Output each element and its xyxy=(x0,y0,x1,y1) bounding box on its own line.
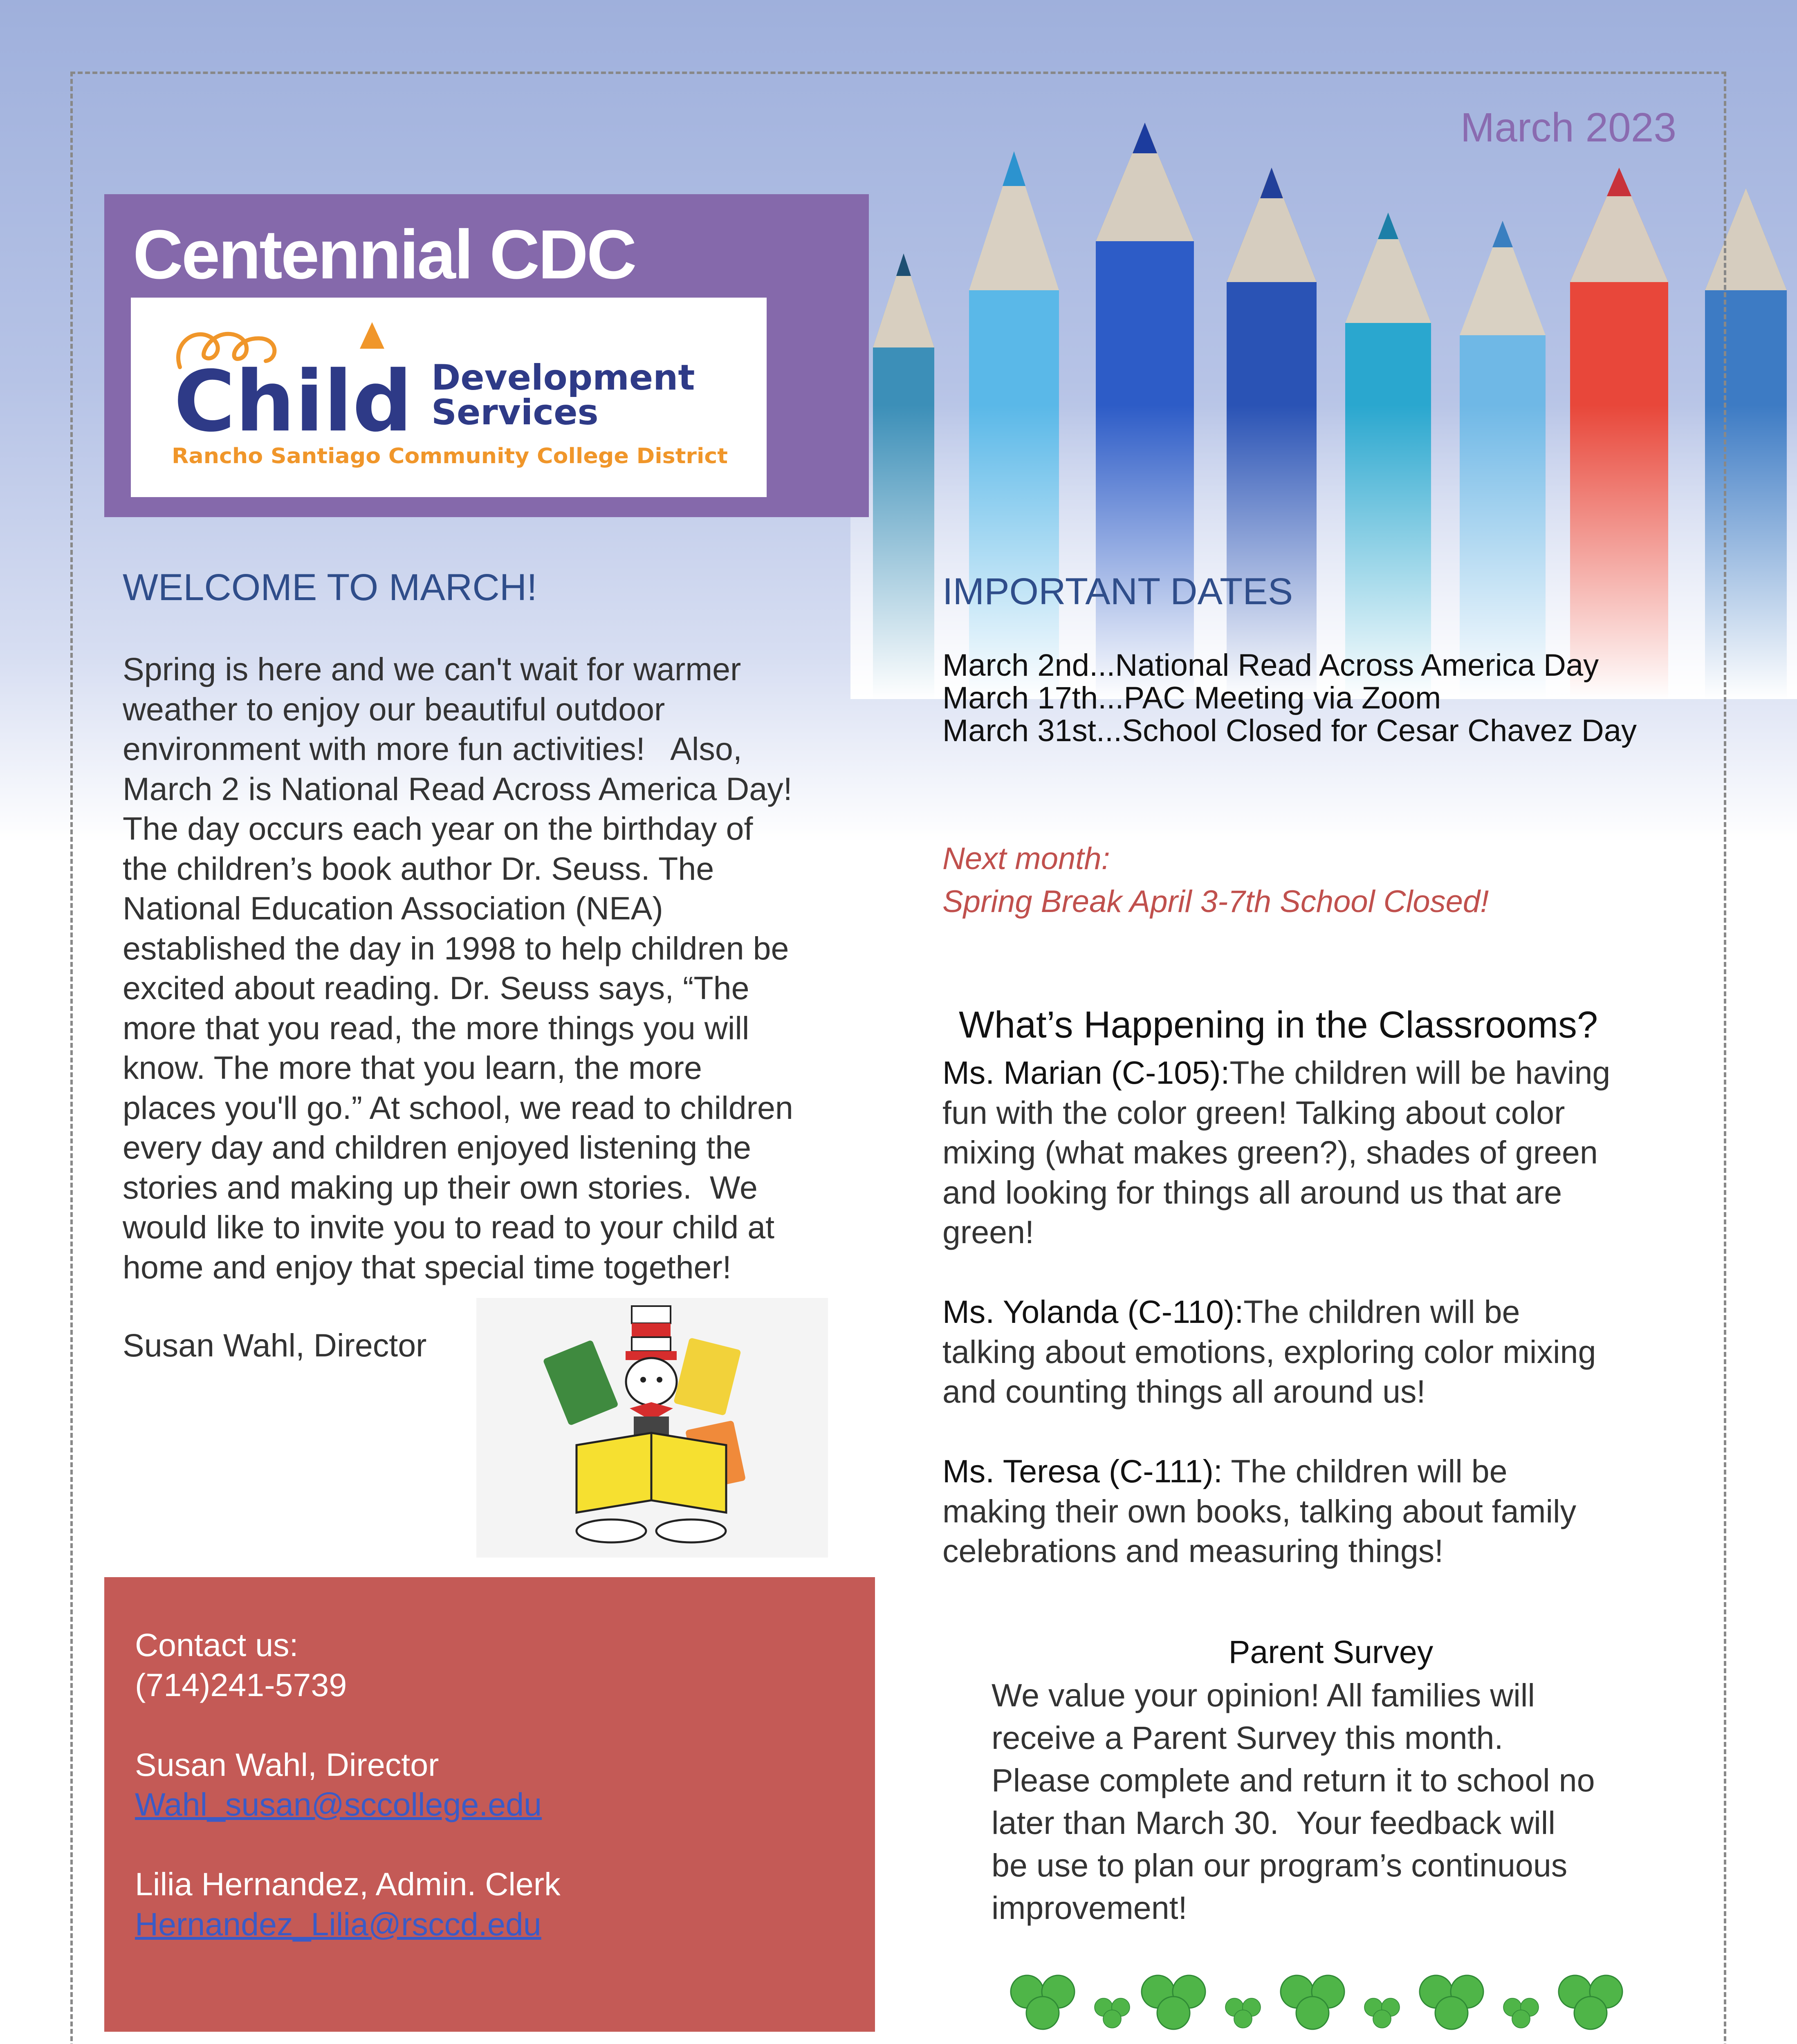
logo-district: Rancho Santiago Community College District xyxy=(172,444,728,468)
next-month-notice xyxy=(942,837,1489,923)
welcome-line: every day and children enjoyed listening the xyxy=(123,1129,752,1165)
classroom-text: The children will be xyxy=(1222,1453,1508,1489)
logo-graphic xyxy=(131,298,767,497)
shamrock-border-decoration xyxy=(994,1950,1648,2044)
survey-line: be use to plan our program’s continuous xyxy=(992,1847,1568,1883)
child-development-services-logo xyxy=(131,298,767,497)
classrooms-heading: What’s Happening in the Classrooms? xyxy=(959,1004,1598,1046)
teacher-label: Ms. Marian (C-105): xyxy=(942,1054,1230,1091)
classroom-text: The children will be having xyxy=(1229,1054,1611,1091)
welcome-line: The day occurs each year on the birthday of xyxy=(123,810,753,847)
classroom-text: mixing (what makes green?), shades of green xyxy=(942,1134,1598,1170)
classroom-text: fun with the color green! Talking about color xyxy=(942,1094,1565,1131)
classroom-text: making their own books, talking about family xyxy=(942,1493,1577,1529)
welcome-line: would like to invite you to read to your child at xyxy=(123,1209,775,1245)
logo-line1: Development xyxy=(431,357,695,398)
welcome-line: home and enjoy that special time together! xyxy=(123,1248,731,1285)
classroom-text: The children will be xyxy=(1243,1293,1520,1330)
director-name: Susan Wahl, Director xyxy=(135,1746,439,1783)
welcome-line: places you'll go.” At school, we read to children xyxy=(123,1089,793,1126)
survey-line: improvement! xyxy=(992,1889,1187,1926)
contact-info xyxy=(135,1625,561,1944)
director-signature: Susan Wahl, Director xyxy=(123,1327,427,1363)
clerk-name: Lilia Hernandez, Admin. Clerk xyxy=(135,1866,561,1902)
parent-survey-text xyxy=(992,1674,1646,1929)
clerk-email-link[interactable]: Hernandez_Lilia@rsccd.edu xyxy=(135,1905,541,1942)
welcome-line: National Education Association (NEA) xyxy=(123,890,663,926)
classroom-text: celebrations and measuring things! xyxy=(942,1533,1444,1569)
logo-word: Child xyxy=(174,353,413,450)
classroom-text: green! xyxy=(942,1214,1034,1250)
date-item: March 2nd...National Read Across America Day xyxy=(942,648,1599,683)
welcome-line: Spring is here and we can't wait for warmer xyxy=(123,651,741,687)
classroom-text: and counting things all around us! xyxy=(942,1373,1426,1410)
teacher-label: Ms. Yolanda (C-110): xyxy=(942,1293,1244,1330)
parent-survey-heading: Parent Survey xyxy=(1228,1634,1434,1670)
issue-date: March 2023 xyxy=(1460,105,1676,150)
classroom-text: talking about emotions, exploring color mixing xyxy=(942,1333,1596,1370)
important-dates-list xyxy=(942,649,1637,747)
welcome-heading: WELCOME TO MARCH! xyxy=(123,567,537,608)
contact-label: Contact us: xyxy=(135,1627,298,1663)
welcome-line: March 2 is National Read Across America Day! xyxy=(123,770,792,807)
important-dates-heading: IMPORTANT DATES xyxy=(942,571,1293,612)
contact-phone: (714)241-5739 xyxy=(135,1666,347,1703)
welcome-line: excited about reading. Dr. Seuss says, “The xyxy=(123,970,749,1006)
director-email-link[interactable]: Wahl_susan@sccollege.edu xyxy=(135,1786,542,1822)
date-item: March 31st...School Closed for Cesar Chavez Day xyxy=(942,713,1637,748)
welcome-line: weather to enjoy our beautiful outdoor xyxy=(123,690,665,727)
welcome-line: the children’s book author Dr. Seuss. The xyxy=(123,850,714,887)
welcome-line: established the day in 1998 to help children be xyxy=(123,930,789,966)
survey-line: receive a Parent Survey this month. xyxy=(992,1719,1503,1756)
welcome-line: more that you read, the more things you will xyxy=(123,1009,749,1046)
welcome-line: know. The more that you learn, the more xyxy=(123,1049,702,1086)
survey-line: later than March 30. Your feedback will xyxy=(992,1804,1555,1841)
teacher-label: Ms. Teresa (C-111): xyxy=(942,1453,1223,1489)
classroom-yolanda xyxy=(942,1292,1687,1412)
classroom-teresa xyxy=(942,1451,1687,1571)
survey-line: Please complete and return it to school no xyxy=(992,1762,1595,1798)
welcome-paragraph xyxy=(123,649,887,1287)
cat-in-the-hat-reading-illustration xyxy=(476,1298,828,1558)
next-month-text: Spring Break April 3-7th School Closed! xyxy=(942,884,1489,919)
next-month-label: Next month: xyxy=(942,841,1110,876)
date-item: March 17th...PAC Meeting via Zoom xyxy=(942,681,1441,715)
classroom-text: and looking for things all around us that are xyxy=(942,1174,1562,1210)
logo-crayon-icon xyxy=(360,322,384,349)
school-name: Centennial CDC xyxy=(133,216,635,294)
classroom-marian xyxy=(942,1053,1687,1252)
welcome-line: stories and making up their own stories. We xyxy=(123,1169,758,1206)
logo-line2: Services xyxy=(431,392,599,433)
welcome-line: environment with more fun activities! Also, xyxy=(123,731,742,767)
survey-line: We value your opinion! All families will xyxy=(992,1677,1535,1713)
